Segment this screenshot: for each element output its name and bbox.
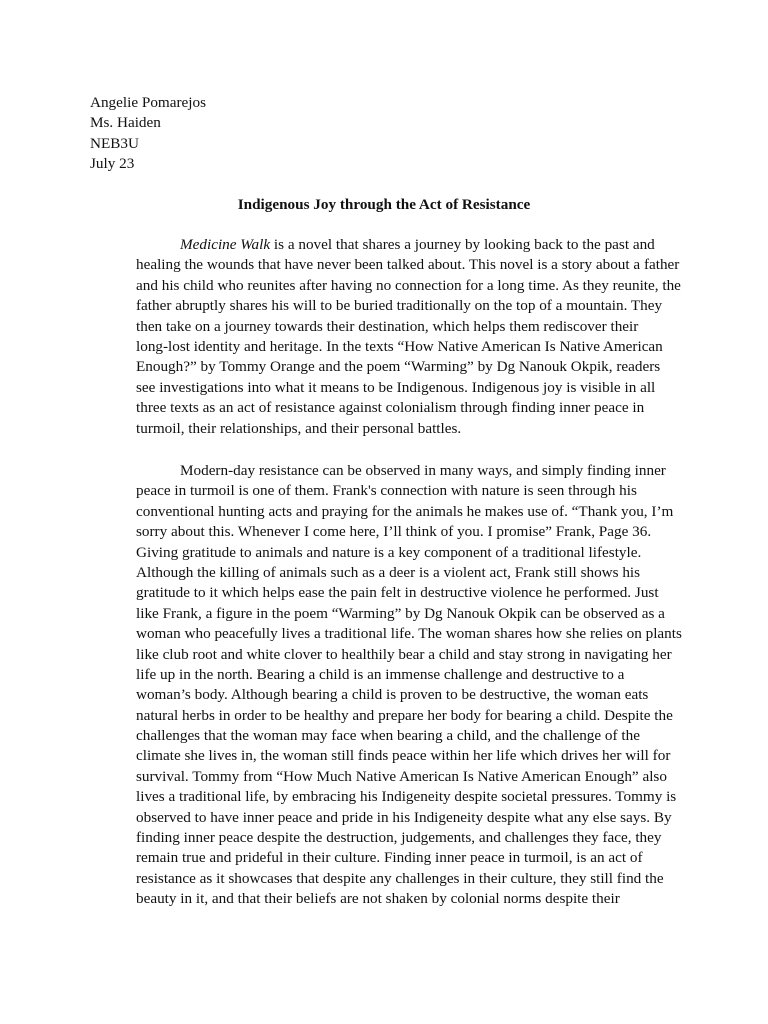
paragraph-line: beauty in it, and that their beliefs are not shaken by colonial norms despite their xyxy=(136,890,620,908)
paragraph-1 xyxy=(136,235,681,439)
paragraph-line: woman who peacefully lives a traditional life. The woman shares how she relies on plants xyxy=(136,625,682,643)
line-text: is a novel that shares a journey by looking back to the past and xyxy=(270,236,655,253)
course-code: NEB3U xyxy=(90,134,139,152)
paragraph-line: climate she lives in, the woman still finds peace within her life which drives her will for xyxy=(136,747,671,765)
book-title-italic: Medicine Walk xyxy=(180,236,271,253)
paragraph-line xyxy=(136,235,681,255)
paragraph-line: Enough?” by Tommy Orange and the poem “Warming” by Dg Nanouk Okpik, readers xyxy=(136,358,661,376)
paragraph-line: Although the killing of animals such as a deer is a violent act, Frank still shows his xyxy=(136,563,641,581)
essay-header xyxy=(90,93,206,175)
paragraph-line: like Frank, a figure in the poem “Warming” by Dg Nanouk Okpik can be observed as a xyxy=(136,604,665,622)
paragraph-line: natural herbs in order to be healthy and prepare her body for bearing a child. Despite the xyxy=(136,706,673,724)
paragraph-line: father abruptly shares his will to be buried traditionally on the top of a mountain. They xyxy=(136,297,663,315)
paragraph-line: see investigations into what it means to be Indigenous. Indigenous joy is visible in all xyxy=(136,378,656,396)
teacher-name: Ms. Haiden xyxy=(90,114,161,132)
paragraph-line: remain true and prideful in their culture. Finding inner peace in turmoil, is an act of xyxy=(136,849,643,867)
paragraph-line: peace in turmoil is one of them. Frank's connection with nature is seen through his xyxy=(136,482,637,500)
paragraph-line: woman’s body. Although bearing a child is proven to be destructive, the woman eats xyxy=(136,686,649,704)
paragraph-line: then take on a journey towards their destination, which helps them rediscover their xyxy=(136,317,639,335)
paragraph-line: and his child who reunites after having no connection for a long time. As they reunite, the xyxy=(136,276,681,294)
paragraph-line: three texts as an act of resistance against colonialism through finding inner peace in xyxy=(136,399,645,417)
essay-title: Indigenous Joy through the Act of Resistance xyxy=(237,196,531,213)
paragraph-line: gratitude to it which helps ease the pain felt in destructive violence he performed. Just xyxy=(136,584,659,602)
paragraph-line: long-lost identity and heritage. In the texts “How Native American Is Native American xyxy=(136,337,663,355)
paragraph-line: Giving gratitude to animals and nature is a key component of a traditional lifestyle. xyxy=(136,543,642,561)
paragraph-line: healing the wounds that have never been talked about. This novel is a story about a father xyxy=(136,256,680,274)
paragraph-2 xyxy=(136,461,682,910)
paragraph-line: observed to have inner peace and pride in his Indigeneity despite what any else says. By xyxy=(136,808,672,826)
paragraph-line: resistance as it showcases that despite any challenges in their culture, they still find the xyxy=(136,869,664,887)
paragraph-line: conventional hunting acts and praying for the animals he makes use of. “Thank you, I’m xyxy=(136,502,674,520)
paragraph-line: lives a traditional life, by embracing his Indigeneity despite societal pressures. Tommy is xyxy=(136,788,677,806)
paragraph-line: Modern-day resistance can be observed in many ways, and simply finding inner xyxy=(180,462,666,479)
author-name: Angelie Pomarejos xyxy=(90,94,206,111)
paragraph-line: life up in the north. Bearing a child is an immense challenge and destructive to a xyxy=(136,665,625,683)
paragraph-line: sorry about this. Whenever I come here, I’ll think of you. I promise” Frank, Page 36. xyxy=(136,523,652,541)
paragraph-line: finding inner peace despite the destruction, judgements, and challenges they face, they xyxy=(136,829,662,847)
paragraph-line: survival. Tommy from “How Much Native American Is Native American Enough” also xyxy=(136,767,667,785)
paragraph-line: turmoil, their relationships, and their personal battles. xyxy=(136,419,462,437)
paragraph-line: challenges that the woman may face when bearing a child, and the challenge of the xyxy=(136,727,640,745)
paragraph-line: like club root and white clover to healthily bear a child and stay strong in navigating her xyxy=(136,645,672,663)
essay-date: July 23 xyxy=(90,155,135,173)
